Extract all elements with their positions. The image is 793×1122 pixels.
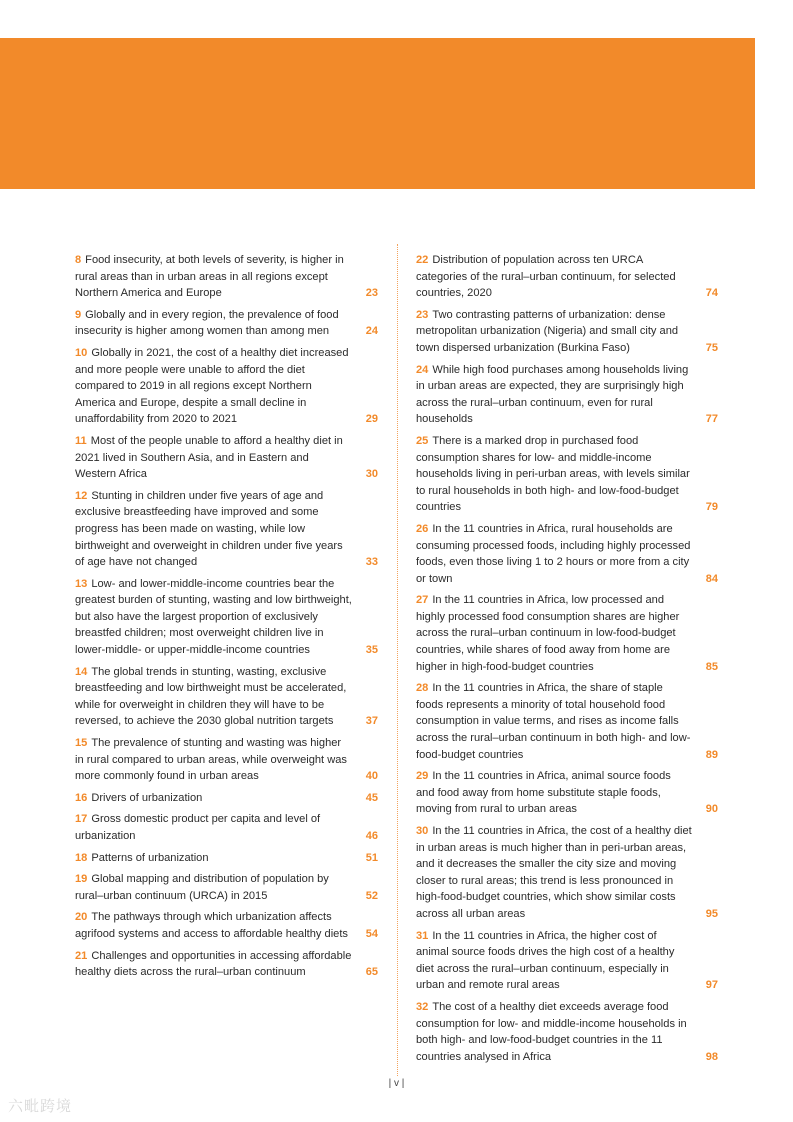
toc-entry[interactable] (416, 252, 718, 302)
page-ref: 35 (365, 644, 378, 657)
figure-title: Stunting in children under five years of age and exclusive breastfeeding have improved and some progress has been made on wasting, while low birthweight and overweight in children under five years of age have not changed (75, 489, 343, 569)
figure-number: 11 (75, 434, 87, 447)
page-ref: 75 (705, 341, 718, 354)
figure-number: 22 (416, 254, 429, 266)
toc-entry[interactable] (75, 664, 378, 730)
toc-entry[interactable] (75, 735, 378, 785)
page-ref: 95 (705, 907, 718, 920)
page-number: | v | (388, 1078, 405, 1089)
figure-number: 20 (75, 911, 88, 924)
toc-entry-text (416, 433, 718, 516)
page-ref: 37 (365, 715, 378, 728)
page-ref: 51 (365, 851, 378, 864)
figure-number: 15 (75, 737, 88, 750)
toc-entry-text (416, 999, 718, 1065)
toc-entry[interactable] (416, 521, 718, 587)
page-ref: 40 (365, 770, 378, 783)
toc-entry-text (416, 823, 718, 923)
page-ref: 79 (705, 501, 718, 514)
figure-number: 18 (75, 851, 88, 864)
toc-entry[interactable] (75, 871, 378, 904)
page-ref: 77 (705, 413, 718, 426)
page-ref: 30 (365, 468, 378, 481)
figure-title: Globally in 2021, the cost of a healthy diet increased and more people were unable to afford the diet compared to 2019 in all regions except Northern America and Europe, despite a small decline in unaffordability from 2020 to 2021 (75, 346, 349, 426)
toc-entry-text (75, 735, 378, 785)
figure-title: In the 11 countries in Africa, low processed and highly processed food consumption shares are higher across the rural–urban continuum in low-food-budget countries, while shares of food away from home are higher in high-food-budget countries (416, 594, 680, 673)
figure-number: 27 (416, 594, 429, 607)
figure-number: 21 (75, 949, 88, 962)
figure-title: Globally and in every region, the prevalence of food insecurity is higher among women than among men (75, 308, 339, 338)
figure-title: In the 11 countries in Africa, animal source foods and food away from home substitute staple foods, moving from rural to urban areas (416, 770, 671, 816)
page-ref: 52 (365, 889, 378, 902)
figure-title: In the 11 countries in Africa, the share of staple foods represents a minority of total household food consumption in value terms, and rises as income falls across the rural–urban continuum in both high- and low-food-budget countries (416, 682, 691, 761)
figure-number: 29 (416, 770, 429, 783)
toc-entry[interactable] (75, 576, 378, 659)
toc-entry[interactable] (416, 928, 718, 994)
page-ref: 45 (365, 791, 378, 804)
toc-entry[interactable] (416, 823, 718, 923)
figure-number: 23 (416, 308, 429, 321)
toc-entry-text (416, 680, 718, 763)
figure-number: 26 (416, 522, 429, 535)
toc-entry-text (416, 252, 718, 302)
header-banner (0, 38, 755, 189)
page-ref: 29 (365, 413, 378, 426)
toc-entry-text (75, 433, 378, 483)
column-divider (397, 244, 398, 1076)
toc-entry-text (75, 307, 378, 340)
toc-entry[interactable] (416, 680, 718, 763)
figure-number: 16 (75, 791, 88, 804)
toc-entry-text (75, 488, 378, 571)
toc-entry-text (75, 790, 378, 807)
toc-entry[interactable] (416, 433, 718, 516)
toc-entry[interactable] (416, 999, 718, 1065)
toc-entry-text (416, 592, 718, 675)
toc-entry[interactable] (75, 488, 378, 571)
page-ref: 33 (365, 556, 378, 569)
figure-number: 14 (75, 665, 88, 678)
figure-title: Most of the people unable to afford a healthy diet in 2021 lived in Southern Asia, and in Eastern and Western Africa (75, 434, 343, 481)
toc-entry[interactable] (75, 252, 378, 302)
figure-title: In the 11 countries in Africa, rural households are consuming processed foods, including highly processed foods, even those living 1 to 2 hours or more from a city or town (416, 522, 691, 585)
figure-number: 17 (75, 813, 88, 826)
page-ref: 46 (365, 830, 378, 842)
page-ref: 65 (365, 966, 378, 979)
figure-number: 10 (75, 346, 88, 359)
toc-entry-text (75, 909, 378, 942)
toc-entry-text (75, 664, 378, 730)
toc-entry[interactable] (75, 811, 378, 844)
figure-number: 32 (416, 1000, 429, 1013)
toc-entry-text (416, 768, 718, 818)
figure-number: 8 (75, 254, 82, 266)
page-ref: 98 (705, 1050, 718, 1063)
figure-title: The global trends in stunting, wasting, exclusive breastfeeding and low birthweight must be accelerated, while for overweight in children they will have to be reversed, to achieve the 2030 global nutrition targets (75, 665, 347, 728)
page-ref: 23 (365, 287, 378, 300)
figure-title: Global mapping and distribution of population by rural–urban continuum (URCA) in 2015 (75, 873, 329, 902)
toc-entry-text (416, 521, 718, 587)
figure-number: 12 (75, 489, 88, 502)
figure-title: Two contrasting patterns of urbanization: dense metropolitan urbanization (Nigeria) and small city and town dispersed urbanization (Burkina Faso) (416, 308, 679, 354)
figure-title: Challenges and opportunities in accessing affordable healthy diets across the rural–urban continuum (75, 949, 352, 979)
toc-entry[interactable] (416, 592, 718, 675)
figure-number: 9 (75, 308, 82, 321)
toc-entry-text (416, 307, 718, 357)
toc-entry-text (75, 948, 378, 981)
figure-title: Gross domestic product per capita and level of urbanization (75, 813, 321, 842)
figure-title: While high food purchases among households living in urban areas are expected, they are surprisingly high across the rural–urban continuum, even for rural households (416, 363, 689, 426)
figure-number: 31 (416, 929, 429, 942)
toc-entry[interactable] (416, 362, 718, 428)
toc-entry-text (75, 850, 378, 867)
figure-title: Low- and lower-middle-income countries bear the greatest burden of stunting, wasting and low birthweight, but also have the largest proportion of exclusively breastfed children; most overweight children live in lower-middle- or upper-middle-income countries (75, 577, 352, 657)
figure-title: Drivers of urbanization (91, 791, 203, 804)
toc-entry-text (75, 811, 378, 844)
page-ref: 84 (705, 572, 718, 585)
page-ref: 24 (365, 325, 378, 338)
toc-entry[interactable] (75, 307, 378, 340)
page-ref: 89 (705, 748, 718, 761)
page-ref: 85 (705, 660, 718, 673)
figure-title: The cost of a healthy diet exceeds average food consumption for low- and middle-income households in both high- and low-food-budget countries in the 11 countries analysed in Africa (416, 1000, 687, 1063)
toc-entry[interactable] (75, 345, 378, 428)
toc-entry[interactable] (75, 909, 378, 942)
figure-title: In the 11 countries in Africa, the cost of a healthy diet in urban areas is much higher than in peri-urban areas, and it decreases the smaller the city size and moving closer to rural areas; this trend is less pronounced in high-food-budget countries, which show similar costs across all urban areas (416, 825, 692, 920)
watermark: 六毗跨境 (8, 1098, 73, 1115)
page-ref: 97 (705, 979, 718, 992)
toc-entry-text (75, 871, 378, 904)
figure-title: Patterns of urbanization (91, 851, 209, 864)
toc-entry[interactable] (75, 790, 378, 807)
toc-entry[interactable] (416, 307, 718, 357)
toc-entry[interactable] (75, 433, 378, 483)
toc-entry[interactable] (75, 850, 378, 867)
toc-entry-text (75, 576, 378, 659)
toc-entry-text (75, 252, 378, 302)
page-ref: 90 (705, 803, 718, 816)
toc-entry[interactable] (75, 948, 378, 981)
figure-title: Distribution of population across ten URCA categories of the rural–urban continuum, for selected countries, 2020 (416, 254, 676, 300)
toc-entry-text (416, 362, 718, 428)
figure-title: The prevalence of stunting and wasting was higher in rural compared to urban areas, while overweight was more commonly found in urban areas (75, 737, 347, 783)
figure-title: The pathways through which urbanization affects agrifood systems and access to affordable healthy diets (75, 911, 348, 940)
figure-number: 28 (416, 682, 429, 695)
figures-list-left (75, 252, 378, 986)
figure-number: 19 (75, 873, 88, 886)
figure-number: 25 (416, 434, 429, 447)
figures-list-right (416, 252, 718, 1070)
toc-entry[interactable] (416, 768, 718, 818)
figure-title: Food insecurity, at both levels of severity, is higher in rural areas than in urban areas in all regions except Northern America and Europe (75, 254, 344, 300)
figure-number: 24 (416, 363, 429, 376)
figure-number: 13 (75, 577, 88, 590)
page-ref: 74 (705, 287, 718, 300)
figure-title: There is a marked drop in purchased food consumption shares for low- and middle-income households living in peri-urban areas, with levels similar to rural households in both high- and low-food-budget countries (416, 434, 690, 514)
figure-title: In the 11 countries in Africa, the higher cost of animal source foods drives the high cost of a healthy diet across the rural–urban continuum, especially in urban and remote rural areas (416, 929, 675, 992)
toc-entry-text (75, 345, 378, 428)
page-ref: 54 (365, 927, 378, 940)
toc-entry-text (416, 928, 718, 994)
figure-number: 30 (416, 825, 429, 837)
